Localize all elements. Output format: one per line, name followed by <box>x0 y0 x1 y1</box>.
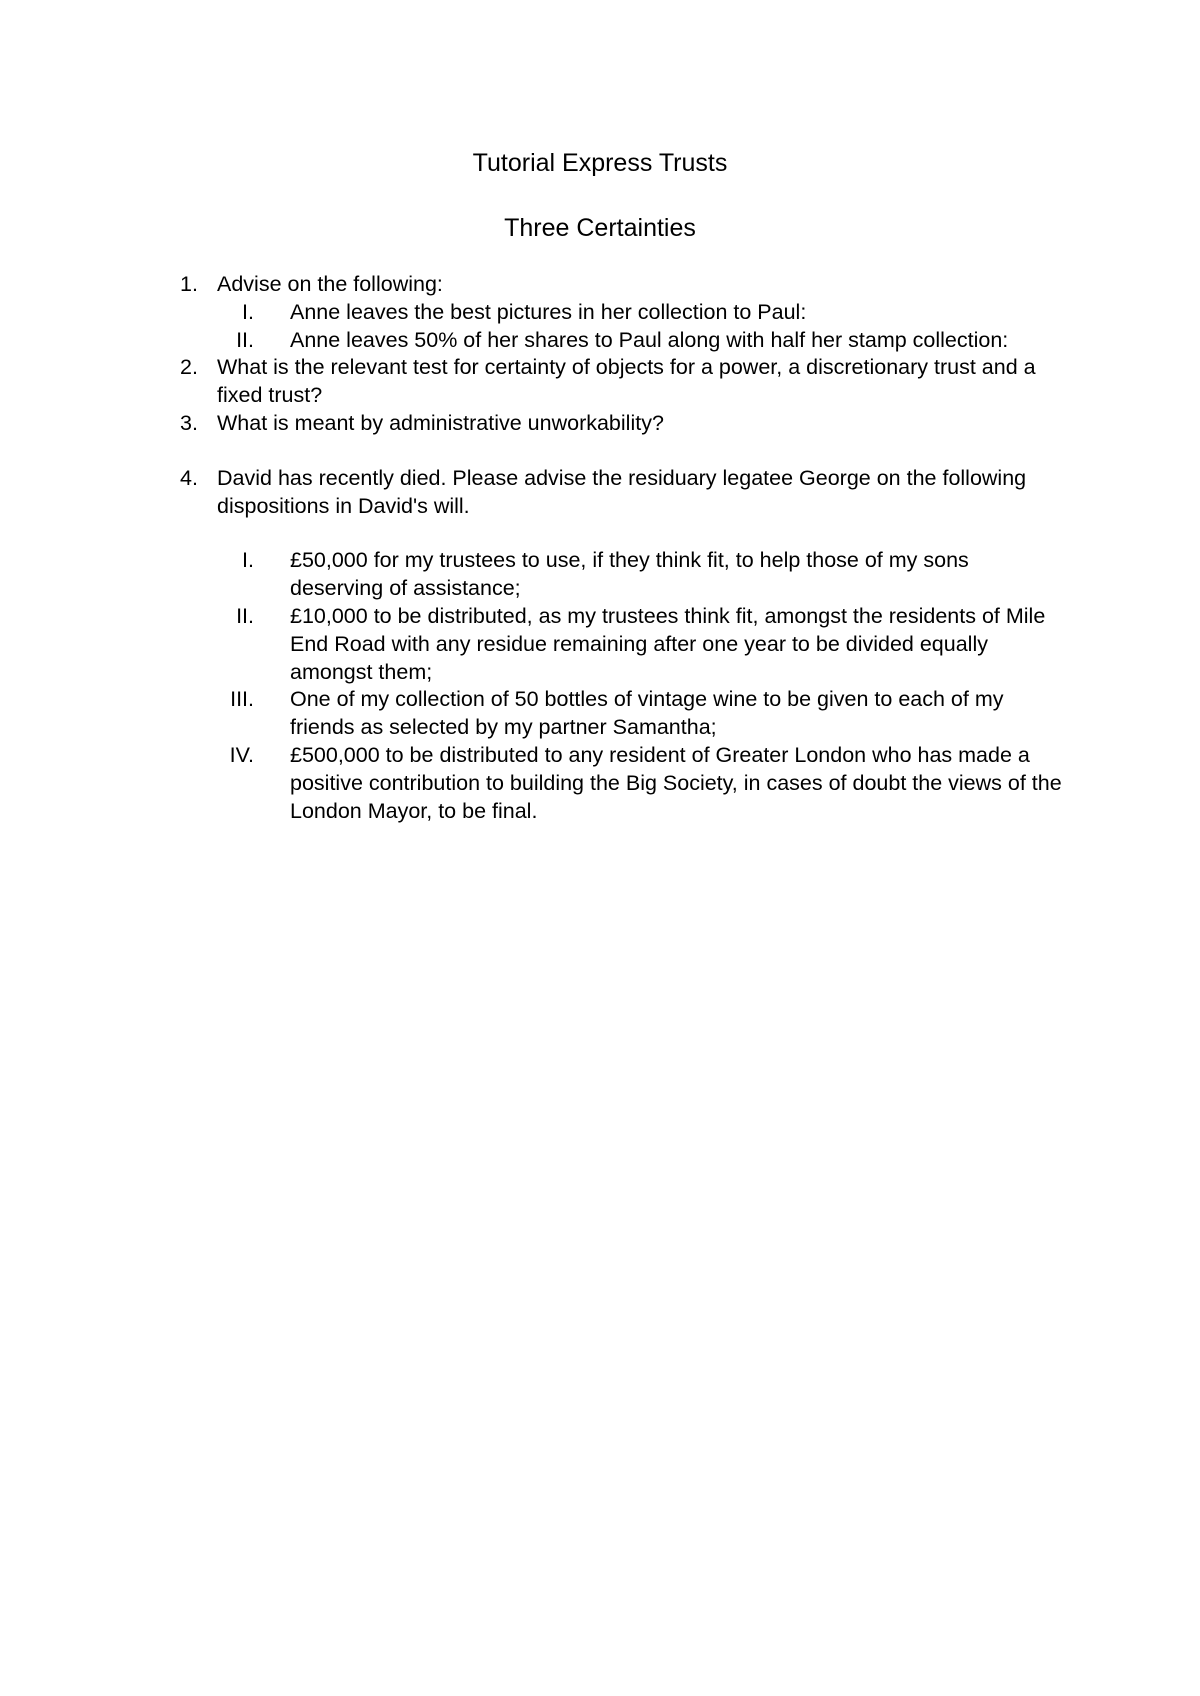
sub-item <box>0 686 1062 742</box>
sub-item <box>0 742 1062 825</box>
question-number: 1. <box>180 272 198 296</box>
sub-item-text: £10,000 to be distributed, as my trustees think fit, amongst the residents of Mile End Road with any residue remaining after one year to be divided equally amongst them; <box>290 603 1046 684</box>
document-subtitle: Three Certainties <box>504 214 696 242</box>
spacer <box>0 520 1200 547</box>
question-item <box>0 271 1057 299</box>
sub-item <box>0 327 1062 355</box>
spacer <box>0 438 1200 465</box>
sub-item-marker: I. <box>242 548 254 573</box>
question-number: 4. <box>180 465 198 490</box>
question-item <box>0 410 1057 438</box>
sub-item-marker: III. <box>230 687 254 712</box>
sub-item-text: Anne leaves the best pictures in her collection to Paul: <box>290 299 807 324</box>
question-item <box>0 354 1057 410</box>
document-title: Tutorial Express Trusts <box>472 149 728 177</box>
question-text: David has recently died. Please advise the residuary legatee George on the following dispositions in David's will. <box>217 465 1027 518</box>
sub-item <box>0 547 1062 603</box>
question-item <box>0 465 1057 521</box>
question-text: What is meant by administrative unworkability? <box>217 410 664 435</box>
question-text: Advise on the following: <box>217 272 443 296</box>
sub-item-text: Anne leaves 50% of her shares to Paul along with half her stamp collection: <box>290 327 1009 352</box>
sub-item-text: £50,000 for my trustees to use, if they think fit, to help those of my sons deserving of assistance; <box>290 548 969 601</box>
sub-item-text: One of my collection of 50 bottles of vintage wine to be given to each of my friends as selected by my partner Samantha; <box>290 687 1004 740</box>
sub-item-marker: I. <box>242 299 254 324</box>
sub-item-marker: II. <box>236 327 254 352</box>
sub-item-text: £500,000 to be distributed to any resident of Greater London who has made a positive contribution to building the Big Society, in cases of doubt the views of the London Mayor, to be final. <box>290 742 1062 823</box>
question-number: 2. <box>180 355 198 380</box>
sub-item-marker: II. <box>236 603 254 628</box>
question-list <box>0 271 1200 825</box>
sub-item <box>0 603 1062 686</box>
sub-item <box>0 299 1062 327</box>
sub-item-marker: IV. <box>229 742 254 767</box>
question-text: What is the relevant test for certainty of objects for a power, a discretionary trust and a fixed trust? <box>217 355 1036 408</box>
question-number: 3. <box>180 410 198 435</box>
